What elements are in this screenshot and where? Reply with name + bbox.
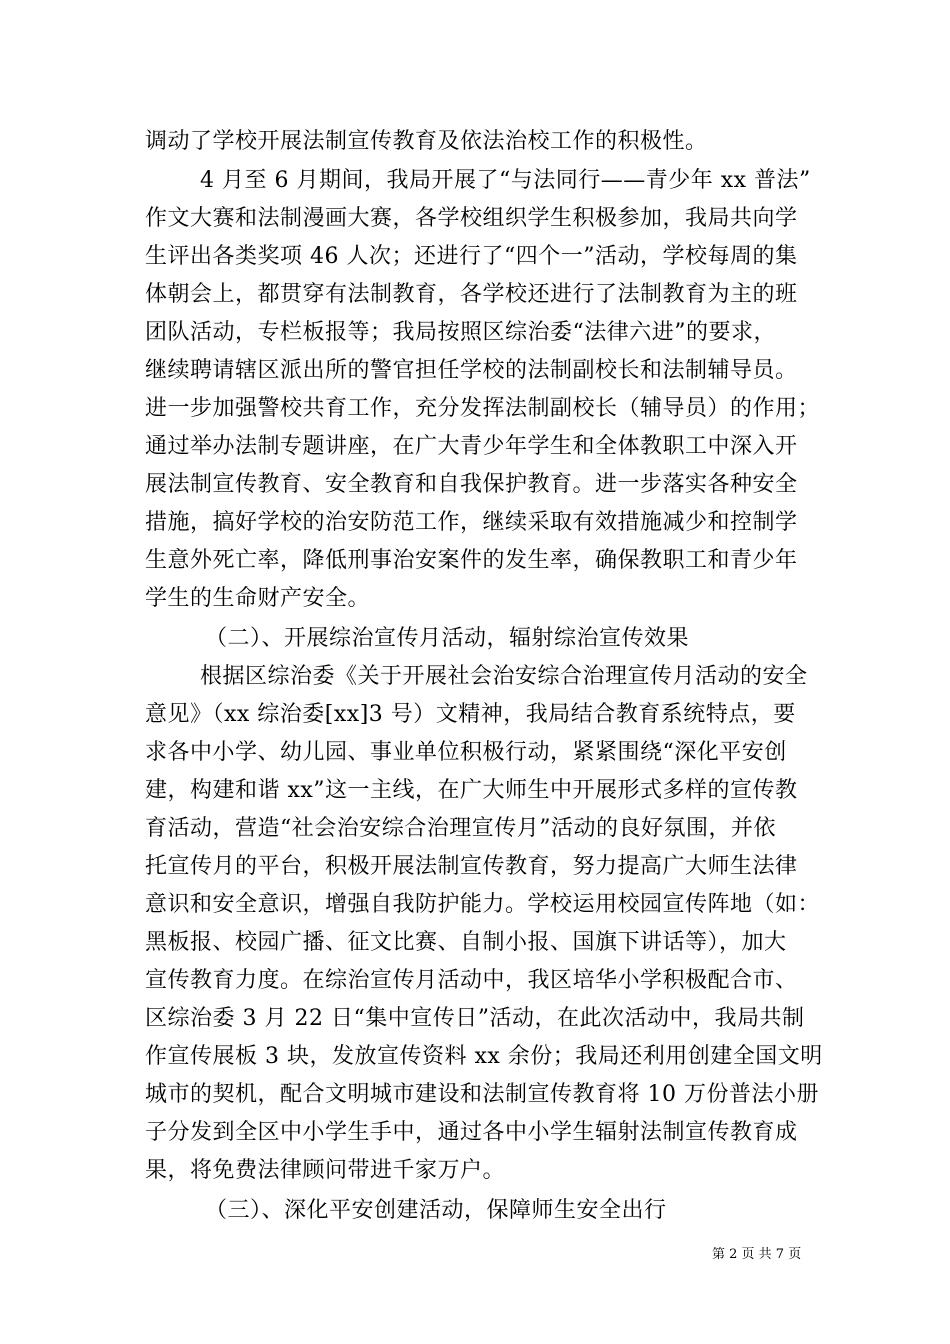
section-heading-3: （三）、深化平安创建活动，保障师生安全出行 <box>205 1198 667 1223</box>
text-line: 子分发到全区中小学生手中，通过各中小学生辐射法制宣传教育成 <box>145 1120 798 1145</box>
text-line: 团队活动，专栏板报等；我局按照区综治委“法律六进”的要求， <box>145 320 776 345</box>
text-line: 城市的契机，配合文明城市建设和法制宣传教育将 10 万份普法小册 <box>145 1082 819 1107</box>
paragraph-start-line: 根据区综治委《关于开展社会治安综合治理宣传月活动的安全 <box>200 664 808 689</box>
text-line: 育活动，营造“社会治安综合治理宣传月”活动的良好氛围，并依 <box>145 816 776 841</box>
text-line: 作宣传展板 3 块，发放宣传资料 xx 余份；我局还利用创建全国文明 <box>145 1044 823 1069</box>
text-line: 通过举办法制专题讲座，在广大青少年学生和全体教职工中深入开 <box>145 434 798 459</box>
text-line: 学生的生命财产安全。 <box>145 586 371 611</box>
text-line: 果，将免费法律顾问带进千家万户。 <box>145 1158 506 1183</box>
paragraph-start-line: 4 月至 6 月期间，我局开展了“与法同行——青少年 xx 普法” <box>200 168 811 193</box>
text-line: 宣传教育力度。在综治宣传月活动中，我区培华小学积极配合市、 <box>145 968 798 993</box>
text-line: 进一步加强警校共育工作，充分发挥法制副校长（辅导员）的作用； <box>145 396 821 421</box>
text-line: 区综治委 3 月 22 日“集中宣传日”活动，在此次活动中，我局共制 <box>145 1006 805 1031</box>
text-line: 调动了学校开展法制宣传教育及依法治校工作的积极性。 <box>145 129 708 154</box>
text-line: 生意外死亡率，降低刑事治安案件的发生率，确保教职工和青少年 <box>145 548 798 573</box>
text-line: 措施，搞好学校的治安防范工作，继续采取有效措施减少和控制学 <box>145 510 798 535</box>
text-line: 托宣传月的平台，积极开展法制宣传教育，努力提高广大师生法律 <box>145 854 798 879</box>
page-number: 第 2 页 共 7 页 <box>712 1247 802 1262</box>
text-line: 意见》（xx 综治委[xx]3 号）文精神，我局结合教育系统特点，要 <box>145 702 796 727</box>
text-line: 黑板报、校园广播、征文比赛、自制小报、国旗下讲话等），加大 <box>145 930 787 955</box>
text-line: 意识和安全意识，增强自我防护能力。学校运用校园宣传阵地（如： <box>145 892 821 917</box>
text-line: 作文大赛和法制漫画大赛，各学校组织学生积极参加，我局共向学 <box>145 206 798 231</box>
text-line: 展法制宣传教育、安全教育和自我保护教育。进一步落实各种安全 <box>145 472 798 497</box>
text-line: 体朝会上，都贯穿有法制教育，各学校还进行了法制教育为主的班 <box>145 282 798 307</box>
text-line: 求各中小学、幼儿园、事业单位积极行动，紧紧围绕“深化平安创 <box>145 740 787 765</box>
section-heading-2: （二）、开展综治宣传月活动，辐射综治宣传效果 <box>205 626 690 651</box>
text-line: 建，构建和谐 xx”这一主线，在广大师生中开展形式多样的宣传教 <box>145 778 798 803</box>
text-line: 生评出各类奖项 46 人次；还进行了“四个一”活动，学校每周的集 <box>145 244 798 269</box>
text-line: 继续聘请辖区派出所的警官担任学校的法制副校长和法制辅导员。 <box>145 358 798 383</box>
